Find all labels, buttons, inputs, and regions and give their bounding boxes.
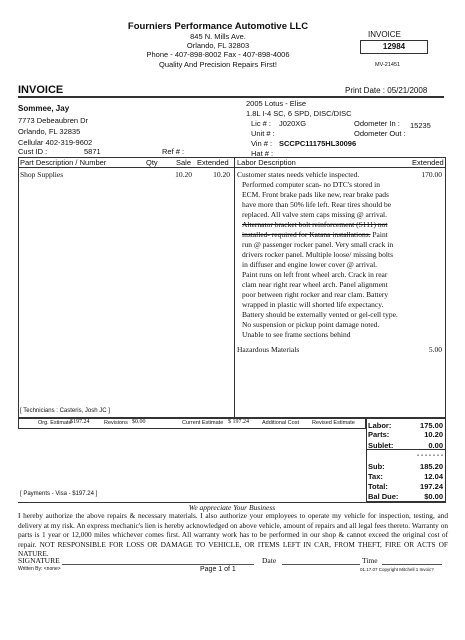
labor-description-lines [242,180,412,340]
customer-address-1: 7773 Debeaubren Dr [18,116,89,125]
signature-line [62,564,254,565]
signature-label: SIGNATURE [18,556,60,565]
labor-line-text: Performed computer scan- no DTC's stored in [242,180,380,189]
labor-line [242,220,412,230]
parts-total: 10.20 [424,430,443,439]
col-qty: Qty [146,158,158,167]
print-date: Print Date : 05/21/2008 [345,86,428,95]
time-label: Time [362,556,378,565]
labor-line [242,280,412,290]
labor-line [242,270,412,280]
org-estimate-value: $197.24 [70,419,90,425]
col-extended: Extended [197,158,229,167]
shop-phones: Phone - 407-898-8002 Fax - 407-898-4006 [146,50,290,59]
labor-line-text: run @ passenger rocker panel. Very small crack in [242,240,394,249]
sublet-total: 0.00 [428,441,443,450]
labor-line [242,230,412,240]
hat-label: Hat # : [251,149,274,158]
shop-name: Fourniers Performance Automotive LLC [127,21,309,32]
invoice-number: 12984 [382,42,406,51]
labor-line-tail-text: Paint [370,230,388,239]
labor-line-text: drivers rocker panel. Multiple loose/ missing bolts [242,250,394,259]
labor-line-text: have more than 50% life left. Rear tires should be [242,200,392,209]
labor-line-text: ECM. Front brake pads like new, rear brake pads [242,190,389,199]
shop-address-1: 845 N. Mills Ave. [190,32,246,41]
payments: [ Payments - Visa - $197.24 ] [20,491,98,497]
vin-value: SCCPC11175HL30096 [279,139,357,148]
tax-total: 12.04 [424,472,443,481]
written-by: Written By: <none> [18,566,61,572]
cust-id-label: Cust ID : [18,147,48,156]
labor-line-text: Paint runs on left front wheel arch. Crack in rear [242,270,388,279]
invoice-box-label: INVOICE [368,30,401,39]
labor-intro: Customer states needs vehicle inspected. [237,170,360,179]
col-sale: Sale [176,158,192,167]
labor-line [242,200,412,210]
hazardous-label: Hazardous Materials [237,345,300,354]
time-line [382,564,442,565]
part-extended: 10.20 [213,170,230,179]
labor-line-text: poor between right rocker and rear clam. Battery [242,290,389,299]
col-labor-extended: Extended [412,158,444,167]
labor-line-text: replaced. All valve stem caps missing @ arrival. [242,210,387,219]
labor-line-struck-text: installed- required for Katana installations. [242,230,371,239]
page-number: Page 1 of 1 [200,566,236,573]
revised-estimate-label: Revised Estimate [312,420,355,426]
labor-line [242,190,412,200]
lic-label: Lic # : [251,119,272,128]
mv-number: MV-21451 [375,62,401,68]
lic-value: J020XG [279,119,307,128]
customer-cellular: Cellular 402-319-9602 [18,138,93,147]
current-estimate-label: Current Estimate [182,420,224,426]
labor-line-text: Unable to see frame sections behind [242,330,351,339]
customer-name: Sommee, Jay [18,104,70,113]
labor-line [242,180,412,190]
authorization-text: I hereby authorize the above repairs & necessary materials. I also authorize your employees to operate my vehicle for inspection, testing, and delivery at my risk. An express mechanic's lien is hereby acknowledged on above vehicle, amount of repairs and all legal fees thereto. Warranty on parts is 1 year or 12,000 miles whichever comes first. All warranty work has to be performed in our shop & cannot exceed the original cost of repair. NOT RESPONSIBLE FOR LOSS OR DAMAGE TO VEHICLE, OR ITEMS LEFT IN CAR, FROM THEFT, FIRE OR ACTS OF NATURE. [18,511,448,559]
odometer-out-label: Odometer Out : [354,129,406,138]
labor-line [242,260,412,270]
current-estimate-value: $ 197.24 [228,419,249,425]
labor-total: 175.00 [420,421,443,430]
part-description: Shop Supplies [20,170,64,179]
vehicle-model: 2005 Lotus - Elise [246,99,307,108]
labor-line [242,240,412,250]
part-sale: 10.20 [175,170,192,179]
hazardous-amount: 5.00 [428,345,442,354]
copyright: 01.17.07 Copyright Mitchell 1 Invoic? [360,567,434,572]
labor-line-text: wrapped in plastic will shorted life expectancy. [242,300,384,309]
labor-extended: 170.00 [421,170,442,179]
labor-line [242,330,412,340]
date-line [282,564,360,565]
customer-address-2: Orlando, FL 32835 [18,127,81,136]
balance-due-label: Bal Due: [368,492,399,501]
labor-line [242,250,412,260]
odometer-in-label: Odometer In : [354,119,400,128]
grand-total: 197.24 [420,482,443,491]
labor-line-text: No suspension or pickup point damage noted. [242,320,380,329]
shop-slogan: Quality And Precision Repairs First! [159,60,277,69]
parts-total-label: Parts: [368,430,390,439]
labor-line [242,300,412,310]
sub-total-label: Sub: [368,462,385,471]
vin-label: Vin # : [251,139,273,148]
col-part-description: Part Description / Number [20,158,107,167]
cust-id: 5871 [84,147,101,156]
totals-dashes: - - - - - - - [417,452,443,459]
labor-line-text: Battery should be externally vented or gel-cell type. [242,310,398,319]
invoice-number-box [360,40,428,54]
labor-line-text: clam near right rear wheel arch. Panel alignment [242,280,388,289]
labor-line [242,210,412,220]
title-rule [18,96,444,98]
col-labor-description: Labor Description [237,158,296,167]
sub-total: 185.20 [420,462,443,471]
unit-label: Unit # : [251,129,275,138]
invoice-title: INVOICE [18,84,64,96]
org-estimate-label: Org. Estimate [38,420,72,426]
revisions-value: $0.00 [132,419,146,425]
balance-due: $0.00 [424,492,443,501]
labor-total-label: Labor: [368,421,392,430]
appreciate-line: We appreciate Your Business [188,503,276,512]
odometer-in-value: 15235 [410,121,431,130]
revisions-label: Revisions [104,420,128,426]
parts-labor-divider [234,157,235,418]
additional-cost-label: Additional Cost [262,420,299,426]
labor-line [242,290,412,300]
labor-line-struck-text: Alternator bracket bolt reinforcement (S111) not [242,220,388,229]
labor-line [242,320,412,330]
labor-line-text: in diffuser and engine lower cover @ arrival. [242,260,378,269]
date-label: Date [262,556,277,565]
tax-total-label: Tax: [368,472,383,481]
vehicle-engine: 1.8L I-4 SC, 6 SPD, DISC/DISC [246,109,352,118]
technicians: [ Technicians : Casteris, Josh JC ] [20,408,110,414]
table-header-rule [18,167,446,168]
grand-total-label: Total: [368,482,388,491]
ref-label: Ref # : [162,147,185,156]
sublet-total-label: Sublet: [368,441,394,450]
shop-address-2: Orlando, FL 32803 [186,41,250,50]
labor-line [242,310,412,320]
